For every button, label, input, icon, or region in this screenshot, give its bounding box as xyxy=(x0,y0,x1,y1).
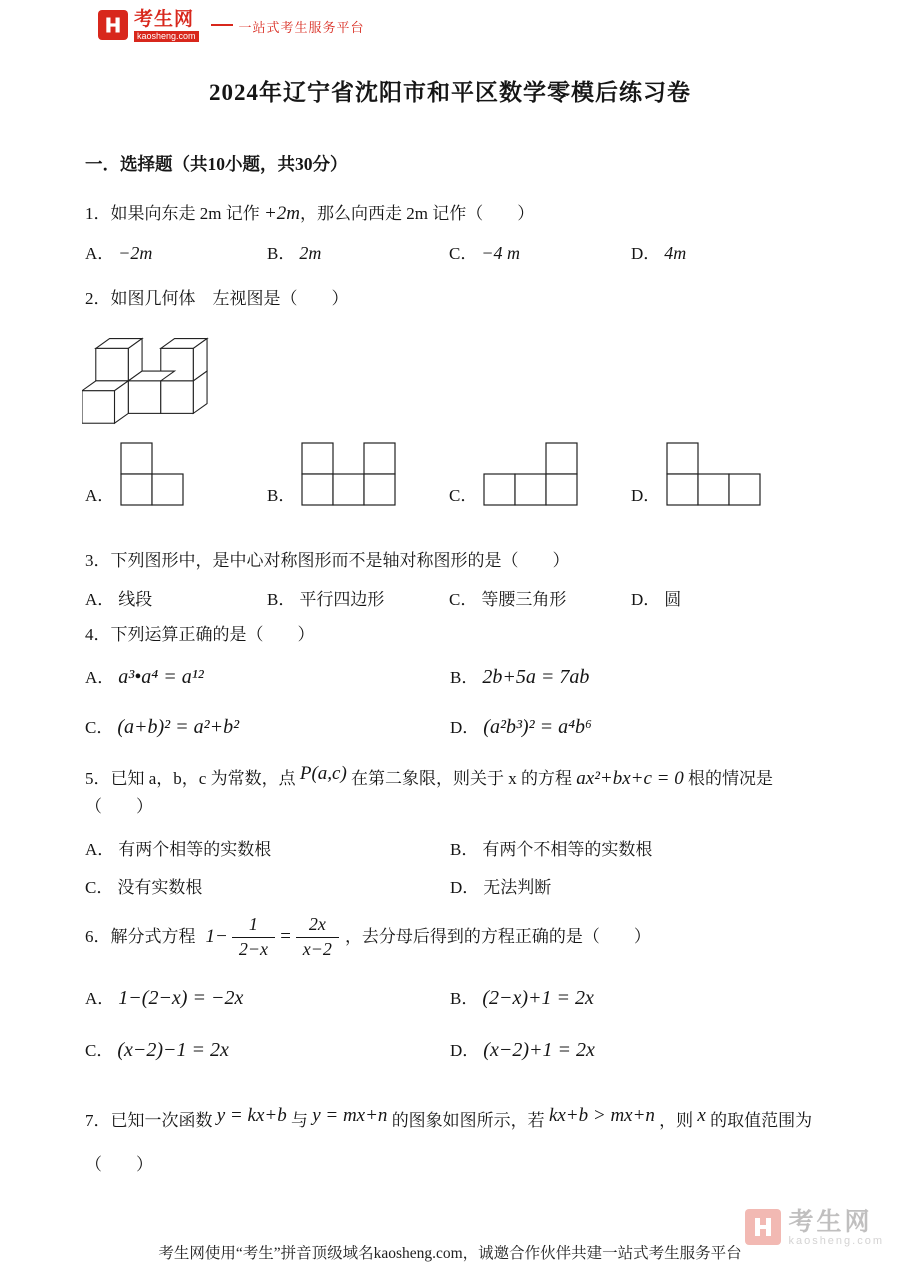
question-5-math-point: P(a,c) xyxy=(299,763,347,784)
option-label: D． xyxy=(631,486,661,505)
question-1-text xyxy=(85,200,815,229)
question-1-options xyxy=(85,239,815,264)
option-label: A． xyxy=(85,243,115,263)
option-b xyxy=(267,239,449,264)
option-text: (2−x)+1 = 2x xyxy=(482,987,594,1010)
question-5-p1: 5．已知 a，b，c 为常数，点 xyxy=(85,769,296,788)
option-label: A． xyxy=(85,668,115,687)
question-7-math-3: kx+b > mx+n xyxy=(548,1105,655,1127)
left-view-option-a-figure xyxy=(120,442,184,506)
question-1-math: +2m xyxy=(263,203,301,224)
option-text: 圆 xyxy=(664,589,682,609)
option-label: C． xyxy=(449,243,478,263)
question-6-p2: ，去分母后得到的方程正确的是（ ） xyxy=(344,927,651,947)
option-b xyxy=(267,442,449,506)
option-text: 平行四边形 xyxy=(299,589,385,609)
equation-lead: 1− xyxy=(205,925,228,947)
option-text: −2m xyxy=(118,242,153,263)
option-d xyxy=(631,442,813,506)
option-label: D． xyxy=(450,878,480,897)
brand-domain: kaosheng.com xyxy=(134,31,199,42)
question-7-p4: ，则 xyxy=(659,1111,694,1131)
option-text: 2m xyxy=(299,242,322,263)
question-6-text xyxy=(85,914,815,960)
question-4-options-row-2 xyxy=(85,713,815,739)
question-7-answer-paren: （ ） xyxy=(85,1155,153,1175)
question-6-options-row-2 xyxy=(85,1036,815,1062)
watermark-brand: 考生网 xyxy=(788,1208,873,1236)
option-label: B． xyxy=(450,989,479,1009)
option-label: A． xyxy=(85,486,115,505)
brand-tagline: 一站式考生服务平台 xyxy=(238,20,365,35)
kaosheng-watermark-icon xyxy=(745,1209,781,1245)
option-a xyxy=(85,835,450,860)
brand-text-block xyxy=(134,10,199,42)
option-b xyxy=(267,585,449,610)
question-5-options-row-2 xyxy=(85,873,815,898)
question-5-text xyxy=(85,765,815,819)
option-d xyxy=(631,239,813,264)
footer-note: 考生网使用“考生”拼音顶级域名kaosheng.com，诚邀合作伙伴共建一站式考生服务平台 xyxy=(158,1245,742,1262)
question-6-equation xyxy=(202,914,339,960)
option-d xyxy=(631,585,813,610)
question-5-math-equation: ax²+bx+c = 0 xyxy=(576,768,684,789)
option-label: B． xyxy=(450,840,479,859)
question-6-p1: 6．解分式方程 xyxy=(85,927,196,947)
option-text: 无法判断 xyxy=(483,878,552,897)
equals-sign: = xyxy=(278,925,292,947)
option-label: C． xyxy=(85,718,114,737)
fraction-2 xyxy=(296,914,339,960)
option-label: B． xyxy=(450,668,479,687)
option-a xyxy=(85,442,267,506)
option-label: C． xyxy=(85,1041,114,1061)
section-heading: 一．选择题（共10小题，共30分） xyxy=(85,154,348,174)
option-c xyxy=(449,442,631,506)
question-1-post: ，那么向西走 2m 记作（ ） xyxy=(300,204,535,223)
left-view-option-b-figure xyxy=(301,442,397,506)
question-5-p2: 在第二象限，则关于 x 的方程 xyxy=(351,769,573,788)
option-text: 4m xyxy=(664,242,687,263)
option-text: 2b+5a = 7ab xyxy=(482,666,590,688)
question-7-p1: 7．已知一次函数 xyxy=(85,1111,213,1131)
question-3-text: 3．下列图形中，是中心对称图形而不是轴对称图形的是（ ） xyxy=(85,551,570,570)
option-text: (a+b)² = a²+b² xyxy=(117,716,240,738)
question-5-options-row-1 xyxy=(85,835,815,860)
left-view-option-c-figure xyxy=(483,442,579,506)
option-label: D． xyxy=(450,1041,480,1061)
brand-separator-line xyxy=(211,24,233,26)
kaosheng-logo-icon xyxy=(98,10,128,40)
option-text: 线段 xyxy=(118,589,153,609)
question-4-text: 4．下列运算正确的是（ ） xyxy=(85,624,315,644)
question-7-text xyxy=(85,1102,815,1140)
option-label: D． xyxy=(631,589,661,609)
kaosheng-brand-header xyxy=(85,0,815,42)
question-4-options-row-1 xyxy=(85,663,815,689)
question-7-p3: 的图象如图所示，若 xyxy=(391,1111,545,1131)
option-a xyxy=(85,984,450,1010)
option-d xyxy=(450,713,815,739)
option-b xyxy=(450,663,815,689)
page-title: 2024年辽宁省沈阳市和平区数学零模后练习卷 xyxy=(209,80,691,105)
brand-name: 考生网 xyxy=(134,9,195,30)
fraction-denominator: x−2 xyxy=(302,938,332,959)
option-c xyxy=(449,585,631,610)
question-7-math-2: y = mx+n xyxy=(312,1105,388,1127)
fraction-numerator: 1 xyxy=(232,914,275,938)
option-c xyxy=(85,713,450,739)
option-d xyxy=(450,1036,815,1062)
option-text: 有两个不相等的实数根 xyxy=(482,840,653,859)
option-a xyxy=(85,239,267,264)
option-text: (x−2)+1 = 2x xyxy=(483,1039,595,1062)
question-7-math-4: x xyxy=(697,1105,706,1127)
option-label: D． xyxy=(631,243,661,263)
option-label: C． xyxy=(449,486,478,505)
option-c xyxy=(449,239,631,264)
question-2-text: 2．如图几何体 左视图是（ ） xyxy=(85,288,349,308)
watermark-domain: kaosheng.com xyxy=(788,1235,884,1247)
option-label: A． xyxy=(85,840,115,859)
question-7-math-1: y = kx+b xyxy=(216,1105,287,1127)
option-a xyxy=(85,585,267,610)
option-label: B． xyxy=(267,486,296,505)
fraction-1 xyxy=(232,914,275,960)
question-5-p3: 根的情况是（ ） xyxy=(85,769,774,816)
option-b xyxy=(450,984,815,1010)
question-2-options xyxy=(85,442,815,506)
option-label: A． xyxy=(85,589,115,609)
question-3-options xyxy=(85,585,815,610)
left-view-option-d-figure xyxy=(666,442,762,506)
option-text: 没有实数根 xyxy=(117,878,203,897)
option-c xyxy=(85,1036,450,1062)
fraction-numerator: 2x xyxy=(296,914,339,938)
geometry-solid-figure xyxy=(82,321,815,432)
question-6-options-row-1 xyxy=(85,984,815,1010)
question-7-p5: 的取值范围为 xyxy=(710,1111,813,1131)
option-label: C． xyxy=(449,589,478,609)
option-a xyxy=(85,663,450,689)
question-7-p2: 与 xyxy=(290,1111,308,1131)
option-label: A． xyxy=(85,989,115,1009)
option-text: −4 m xyxy=(481,242,520,263)
option-text: 等腰三角形 xyxy=(481,589,567,609)
option-text: a³•a⁴ = a¹² xyxy=(118,666,204,688)
option-d xyxy=(450,873,815,898)
option-label: D． xyxy=(450,718,480,737)
question-1-pre: 1．如果向东走 2m 记作 xyxy=(85,204,260,223)
option-text: 有两个相等的实数根 xyxy=(118,840,272,859)
fraction-denominator: 2−x xyxy=(238,938,268,959)
option-label: B． xyxy=(267,589,296,609)
option-text: 1−(2−x) = −2x xyxy=(118,987,244,1010)
option-text: (x−2)−1 = 2x xyxy=(117,1039,229,1062)
option-label: C． xyxy=(85,878,114,897)
option-b xyxy=(450,835,815,860)
option-label: B． xyxy=(267,243,296,263)
option-c xyxy=(85,873,450,898)
option-text: (a²b³)² = a⁴b⁶ xyxy=(483,716,592,738)
